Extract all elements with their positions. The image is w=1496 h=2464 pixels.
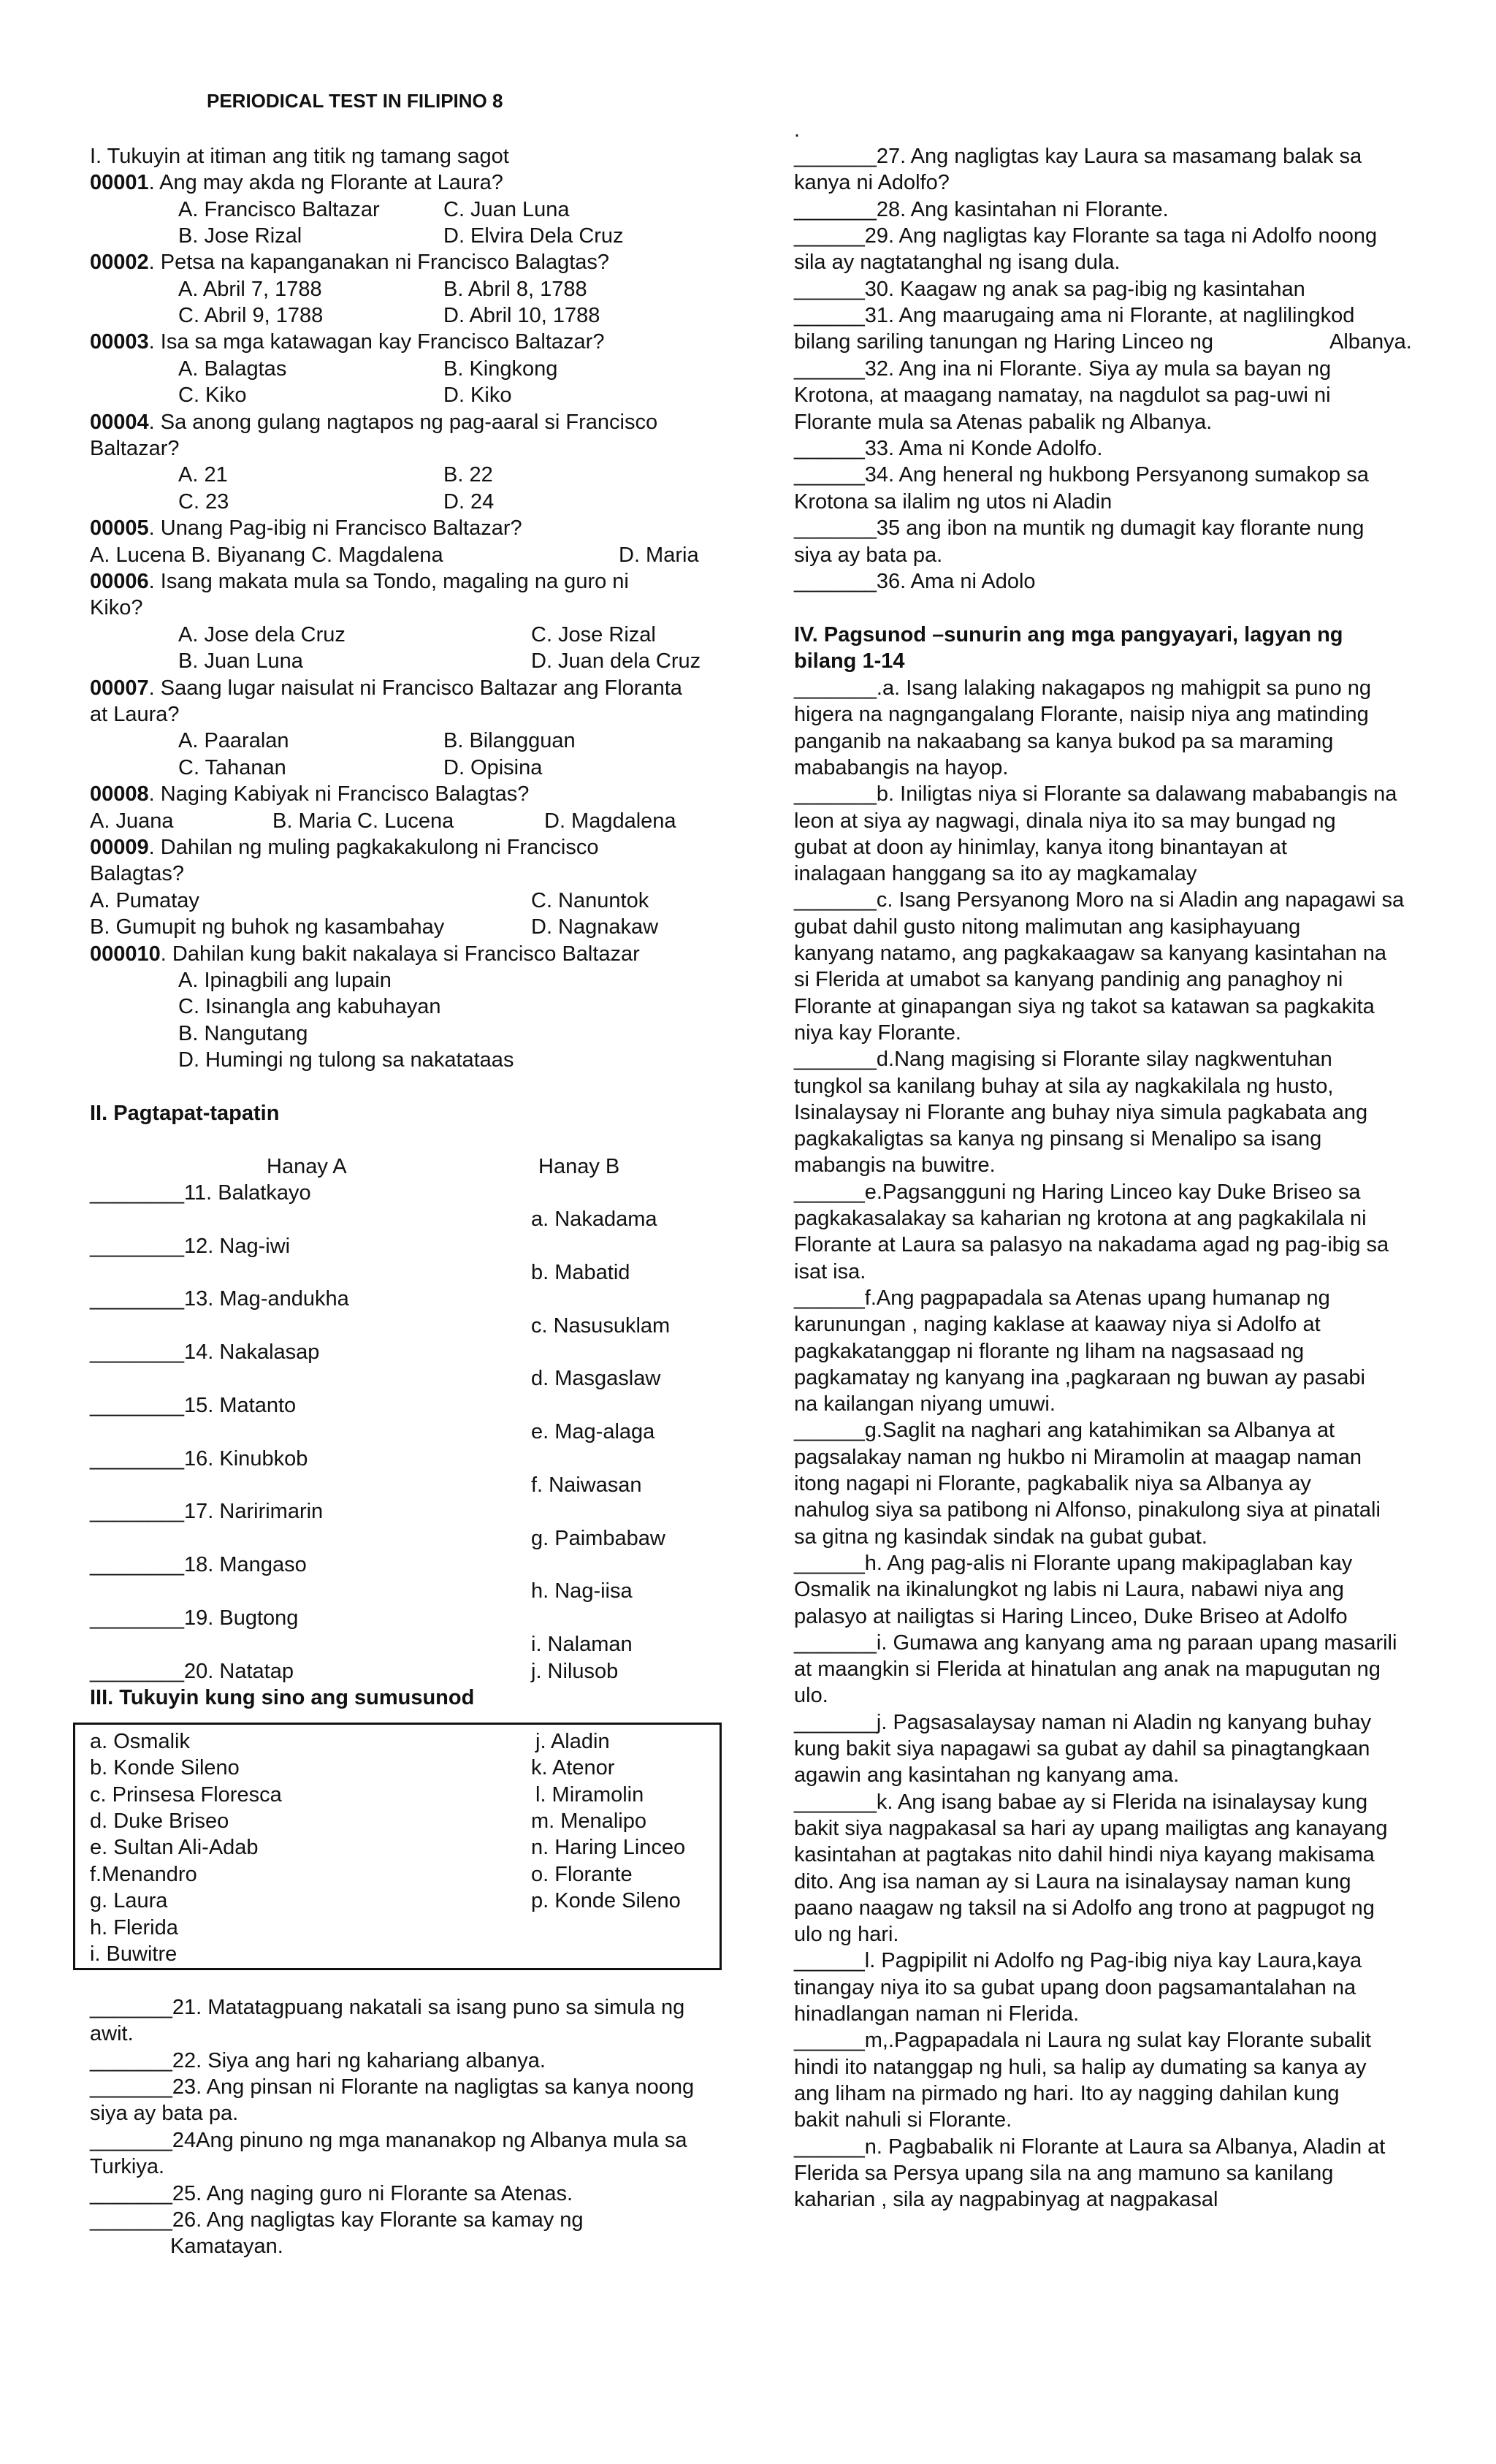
question-text: . Unang Pag-ibig ni Francisco Baltazar? [148, 516, 522, 540]
match-option: b. Mabatid [531, 1261, 630, 1284]
box-choice: k. Atenor [531, 1756, 615, 1780]
question-text: . Isang makata mula sa Tondo, magaling na guro ni [148, 570, 629, 593]
match-item[interactable]: ________14. Nakalasap [90, 1340, 320, 1364]
choice-a[interactable]: A. Juana [90, 809, 174, 833]
doc-title: PERIODICAL TEST IN FILIPINO 8 [207, 90, 503, 112]
sequence-item-cont: agawin ang kasintahan ng kanyang ama. [794, 1763, 1180, 1787]
question-1 [90, 169, 503, 196]
question-text-cont: at Laura? [90, 703, 180, 726]
match-option: j. Nilusob [531, 1660, 619, 1683]
choice-a[interactable]: A. Abril 7, 1788 [178, 278, 322, 301]
choice-d[interactable]: D. 24 [443, 490, 495, 514]
sequence-item-cont: panganib na nakaabang sa kanya bukod pa sa maraming [794, 730, 1334, 753]
question-text: . Isa sa mga katawagan kay Francisco Baltazar? [148, 330, 605, 354]
question-text: . Dahilan kung bakit nakalaya si Francisco Baltazar [160, 942, 640, 966]
choice-d[interactable]: D. Nagnakaw [531, 915, 659, 939]
part1-heading: I. Tukuyin at itiman ang titik ng tamang sagot [90, 145, 509, 168]
box-choice: e. Sultan Ali-Adab [90, 1836, 259, 1859]
choice-c[interactable]: C. Nanuntok [531, 889, 649, 912]
sequence-item[interactable]: _______k. Ang isang babae ay si Flerida na isinalaysay kung [794, 1790, 1368, 1814]
sequence-item-cont: pagkakasalakay sa kaharian ng krotona at ang pagkakilala ni [794, 1207, 1367, 1230]
question-number: 00007 [90, 676, 149, 700]
box-choice: l. Miramolin [535, 1783, 644, 1807]
match-option: c. Nasusuklam [531, 1314, 671, 1338]
sequence-item-cont: inalagaan hanggang sa ito ay magkamalay [794, 862, 1197, 885]
choice-c[interactable]: C. Tahanan [178, 756, 286, 779]
choice-d[interactable]: D. Maria [619, 543, 699, 567]
identify-item-cont: Florante mula sa Atenas pabalik ng Albanya. [794, 411, 1213, 434]
choice-a[interactable]: A. 21 [178, 463, 228, 487]
identify-item-cont: bilang sariling tanungan ng Haring Linceo ng [794, 330, 1213, 354]
sequence-item-cont: ulo. [794, 1684, 828, 1707]
sequence-item-cont: hindi ito natanggap ng huli, sa halip ay dumating sa kanya ay [794, 2056, 1367, 2079]
question-number: 00001 [90, 171, 149, 194]
choice-b[interactable]: B. 22 [443, 463, 493, 487]
choice-c[interactable]: C. Jose Rizal [531, 623, 656, 646]
box-choice: m. Menalipo [531, 1809, 646, 1833]
sequence-item-cont: pagkakaligtas sa kanya ng pinsang si Menalipo sa isang [794, 1127, 1322, 1151]
question-number: 00003 [90, 330, 149, 354]
sequence-item-cont: gubat dahil gusto nitong malimutan ang kasiphayuang [794, 915, 1301, 939]
sequence-item-cont: itong nagapi ni Florante, pagkabalik niya sa Albanya ay [794, 1472, 1311, 1495]
question-2 [90, 249, 609, 275]
box-choice: b. Konde Sileno [90, 1756, 240, 1780]
sequence-item-cont: bakit nahuli si Florante. [794, 2108, 1012, 2132]
sequence-item-cont: tinangay niya ito sa gubat upang doon pagsamantalahan na [794, 1976, 1356, 1999]
column-a-header: Hanay A [267, 1155, 347, 1178]
sequence-item-cont: pagkamatay ng kanyang ina ,pagkaraan ng buwan ay pasabi [794, 1366, 1365, 1389]
match-option: h. Nag-iisa [531, 1579, 633, 1603]
part4-heading: IV. Pagsunod –sunurin ang mga pangyayari, lagyan ng [794, 623, 1343, 646]
identify-item[interactable]: _______22. Siya ang hari ng kahariang albanya. [90, 2049, 546, 2072]
sequence-item-cont: paano naagaw ng taksil na si Adolfo ang trono at pagpugot ng [794, 1896, 1375, 1920]
match-item[interactable]: ________17. Naririmarin [90, 1500, 324, 1523]
sequence-item-cont: dito. Ang isa naman ay si Laura na isinalaysay naman kung [794, 1870, 1351, 1893]
identify-item[interactable]: _______27. Ang nagligtas kay Laura sa masamang balak sa [794, 145, 1362, 168]
part2-heading: II. Pagtapat-tapatin [90, 1102, 280, 1125]
sequence-item[interactable]: ______h. Ang pag-alis ni Florante upang makipaglaban kay [794, 1552, 1353, 1575]
match-item[interactable]: ________15. Matanto [90, 1394, 297, 1417]
choice-d[interactable]: D. Elvira Dela Cruz [443, 224, 624, 248]
question-text: . Sa anong gulang nagtapos ng pag-aaral si Francisco [148, 411, 658, 434]
sequence-item[interactable]: _______b. Iniligtas niya si Florante sa dalawang mababangis na [794, 782, 1397, 806]
choice-c[interactable]: C. Juan Luna [443, 198, 570, 221]
sequence-item[interactable]: _______i. Gumawa ang kanyang ama ng paraan upang masarili [794, 1631, 1397, 1655]
identify-item[interactable]: ______34. Ang heneral ng hukbong Persyanong sumakop sa [794, 463, 1369, 487]
box-choice: d. Duke Briseo [90, 1809, 229, 1833]
question-text-cont: Balagtas? [90, 862, 184, 885]
box-choice: c. Prinsesa Floresca [90, 1783, 282, 1807]
choice-b[interactable]: B. Jose Rizal [178, 224, 302, 248]
question-text-cont: Baltazar? [90, 437, 180, 460]
question-number: 00004 [90, 411, 149, 434]
sequence-item-cont: niya kay Florante. [794, 1021, 961, 1045]
sequence-item-cont: ulo ng hari. [794, 1923, 899, 1946]
match-item[interactable]: ________20. Natatap [90, 1660, 294, 1683]
sequence-item-cont: mababangis na hayop. [794, 756, 1009, 779]
choice-d[interactable]: D. Juan dela Cruz [531, 649, 701, 673]
question-number: 00009 [90, 836, 149, 859]
question-9 [90, 834, 598, 861]
box-choice: p. Konde Sileno [531, 1889, 681, 1912]
choice-b[interactable]: B. Gumupit ng buhok ng kasambahay [90, 915, 445, 939]
sequence-item-cont: sa gitna ng kasindak sindak na gubat gubat. [794, 1525, 1207, 1549]
box-choice: a. Osmalik [90, 1730, 190, 1753]
sequence-item-cont: Flerida sa Persya upang sila na ang mamuno sa kanilang [794, 2162, 1334, 2185]
identify-item[interactable]: ______32. Ang ina ni Florante. Siya ay mula sa bayan ng [794, 357, 1332, 381]
match-item[interactable]: ________18. Mangaso [90, 1553, 307, 1576]
match-item[interactable]: ________16. Kinubkob [90, 1447, 308, 1471]
choice-c[interactable]: C. 23 [178, 490, 229, 514]
choice-b[interactable]: B. Bilangguan [443, 729, 576, 752]
match-option: i. Nalaman [531, 1633, 633, 1656]
sequence-item-cont: Florante at Laura sa palasyo na nakadama agad ng pag-ibig sa [794, 1233, 1389, 1256]
identify-item[interactable]: _______25. Ang naging guro ni Florante sa Atenas. [90, 2182, 573, 2205]
match-option: g. Paimbabaw [531, 1527, 665, 1550]
sequence-item-cont: leon at siya ay nagwagi, dinala niya ito sa may bungad ng [794, 809, 1336, 833]
choice-a[interactable]: A. Paaralan [178, 729, 289, 752]
box-choice: g. Laura [90, 1889, 168, 1912]
choice-b[interactable]: B. Kingkong [443, 357, 558, 381]
match-item[interactable]: ________12. Nag-iwi [90, 1235, 291, 1258]
identify-item[interactable]: ______30. Kaagaw ng anak sa pag-ibig ng kasintahan [794, 278, 1305, 301]
sequence-item-cont: kaharian , sila ay nagpabinyag at nagpakasal [794, 2188, 1218, 2211]
match-option: e. Mag-alaga [531, 1420, 655, 1443]
sequence-item[interactable]: ______n. Pagbabalik ni Florante at Laura sa Albanya, Aladin at [794, 2135, 1386, 2159]
identify-item-cont: Kamatayan. [170, 2235, 283, 2258]
choice-d[interactable]: D. Opisina [443, 756, 543, 779]
stray-dot: . [794, 118, 801, 142]
sequence-item-cont: Isinalaysay ni Florante ang buhay niya simula pagkabata ang [794, 1101, 1368, 1124]
sequence-item-cont: tungkol sa kanilang buhay at sila ay nagkakilala ng husto, [794, 1075, 1334, 1098]
sequence-item[interactable]: _______.a. Isang lalaking nakagapos ng mahigpit sa puno ng [794, 676, 1372, 700]
question-7 [90, 675, 682, 701]
sequence-item-cont: gubat at doon ay hinimlay, kanya itong binantayan at [794, 836, 1287, 859]
choice-d[interactable]: D. Humingi ng tulong sa nakatataas [178, 1048, 514, 1072]
sequence-item-cont: nahulog siya sa patibong ni Alfonso, pinakulong siya at pinatali [794, 1498, 1381, 1522]
question-10 [90, 941, 640, 967]
choice-a[interactable]: A. Ipinagbili ang lupain [178, 969, 392, 992]
box-choice: f.Menandro [90, 1863, 197, 1886]
match-option: a. Nakadama [531, 1208, 657, 1231]
match-item[interactable]: ________11. Balatkayo [90, 1181, 311, 1205]
identify-item-cont: Albanya. [1329, 330, 1412, 354]
choice-a[interactable]: A. Jose dela Cruz [178, 623, 346, 646]
sequence-item[interactable]: ______e.Pagsangguni ng Haring Linceo kay Duke Briseo sa [794, 1180, 1361, 1204]
sequence-item-cont: mabangis na buwitre. [794, 1153, 996, 1177]
box-choice: o. Florante [531, 1863, 633, 1886]
sequence-item[interactable]: ______f.Ang pagpapadala sa Atenas upang humanap ng [794, 1286, 1330, 1310]
sequence-item[interactable]: _______c. Isang Persyanong Moro na si Aladin ang napagawi sa [794, 888, 1405, 912]
sequence-item-cont: higera na nagngangalang Florante, naisip niya ang matinding [794, 703, 1369, 726]
question-text-cont: Kiko? [90, 596, 143, 619]
question-3 [90, 329, 604, 355]
sequence-item[interactable]: ______m,.Pagpapadala ni Laura ng sulat kay Florante subalit [794, 2029, 1371, 2052]
identify-item-cont: siya ay bata pa. [794, 543, 943, 567]
question-number: 00002 [90, 251, 149, 274]
identify-item[interactable]: ______31. Ang maarugaing ama ni Florante, at naglilingkod [794, 304, 1355, 327]
identify-item[interactable]: _______23. Ang pinsan ni Florante na nagligtas sa kanya noong [90, 2075, 695, 2099]
column-b-header: Hanay B [538, 1155, 620, 1178]
identify-item[interactable]: _______28. Ang kasintahan ni Florante. [794, 198, 1169, 221]
sequence-item-cont: si Flerida at umabot sa kanyang pandinig ang panaghoy ni [794, 968, 1343, 991]
sequence-item-cont: na kailangan niyang umuwi. [794, 1392, 1056, 1416]
choice-c[interactable]: C. Isinangla ang kabuhayan [178, 995, 441, 1018]
choice-a[interactable]: A. Balagtas [178, 357, 287, 381]
question-6 [90, 568, 629, 595]
part3-heading: III. Tukuyin kung sino ang sumusunod [90, 1686, 475, 1709]
choice-d[interactable]: D. Kiko [443, 384, 512, 407]
sequence-item-cont: ang liham na pirmado ng hari. Ito ay nagging dahilan kung [794, 2082, 1340, 2105]
question-8 [90, 781, 529, 807]
sequence-item-cont: pagkakatanggap ni florante ng liham na nagsasaad ng [794, 1340, 1305, 1363]
sequence-item-cont: hinadlangan naman ni Flerida. [794, 2002, 1080, 2026]
sequence-item[interactable]: _______d.Nang magising si Florante silay nagkwentuhan [794, 1048, 1332, 1071]
choices-bc[interactable]: B. Maria C. Lucena [272, 809, 454, 833]
part4-heading-cont: bilang 1-14 [794, 649, 905, 673]
question-text: . Petsa na kapanganakan ni Francisco Balagtas? [148, 251, 610, 274]
question-number: 00005 [90, 516, 149, 540]
box-choice: n. Haring Linceo [531, 1836, 686, 1859]
sequence-item-cont: at maangkin si Flerida at hinatulan ang anak na mapugutan ng [794, 1658, 1381, 1681]
question-number: 00006 [90, 570, 149, 593]
question-number: 00008 [90, 782, 149, 806]
identify-item-cont: Krotona, at maagang namatay, na nagdulot sa pag-uwi ni [794, 384, 1331, 407]
sequence-item[interactable]: ______g.Saglit na naghari ang katahimikan sa Albanya at [794, 1419, 1335, 1442]
sequence-item[interactable]: _______j. Pagsasalaysay naman ni Aladin ng kanyang buhay [794, 1711, 1372, 1734]
box-choice: j. Aladin [535, 1730, 610, 1753]
choice-c[interactable]: C. Abril 9, 1788 [178, 304, 324, 327]
identify-item[interactable]: _______24Ang pinuno ng mga mananakop ng Albanya mula sa [90, 2129, 687, 2152]
sequence-item-cont: kanyang natamo, ang pagkakaagaw sa kanyang kasintahan na [794, 942, 1386, 965]
choice-d[interactable]: D. Magdalena [544, 809, 676, 833]
question-5 [90, 515, 522, 541]
identify-item[interactable]: _______36. Ama ni Adolo [794, 570, 1036, 593]
sequence-item-cont: isat isa. [794, 1260, 866, 1284]
sequence-item-cont: Osmalik na ikinalungkot ng labis ni Laura, nabawi niya ang [794, 1578, 1344, 1601]
identify-item-cont: siya ay bata pa. [90, 2102, 239, 2125]
choice-a[interactable]: A. Pumatay [90, 889, 199, 912]
question-4 [90, 409, 657, 435]
identify-item-cont: Turkiya. [90, 2155, 165, 2178]
question-number: 000010 [90, 942, 161, 966]
match-item[interactable]: ________19. Bugtong [90, 1606, 299, 1630]
sequence-item[interactable]: ______l. Pagpipilit ni Adolfo ng Pag-ibig niya kay Laura,kaya [794, 1949, 1362, 1972]
identify-item[interactable]: _______21. Matatagpuang nakatali sa isang puno sa simula ng [90, 1996, 685, 2019]
choice-b[interactable]: B. Juan Luna [178, 649, 303, 673]
match-option: f. Naiwasan [531, 1473, 642, 1497]
choice-c[interactable]: C. Kiko [178, 384, 247, 407]
sequence-item-cont: karunungan , naging kaklase at kaaway niya si Adolfo at [794, 1313, 1321, 1336]
sequence-item-cont: Florante at ginapangan siya ng takot sa katawan sa pagkakita [794, 995, 1375, 1018]
identify-item[interactable]: _______26. Ang nagligtas kay Florante sa kamay ng [90, 2208, 584, 2232]
sequence-item-cont: kasintahan at pagtakas nito dahil hindi niya kayang makisama [794, 1843, 1375, 1866]
choice-b[interactable]: B. Abril 8, 1788 [443, 278, 587, 301]
choice-a[interactable]: A. Francisco Baltazar [178, 198, 380, 221]
identify-item-cont: awit. [90, 2022, 134, 2045]
match-item[interactable]: ________13. Mag-andukha [90, 1287, 349, 1311]
question-text: . Dahilan ng muling pagkakakulong ni Francisco [148, 836, 599, 859]
question-text: . Naging Kabiyak ni Francisco Balagtas? [148, 782, 530, 806]
sequence-item-cont: kung bakit siya napagawi sa gubat ay dahil sa pinagtangkaan [794, 1737, 1370, 1761]
choice-d[interactable]: D. Abril 10, 1788 [443, 304, 600, 327]
sequence-item-cont: palasyo at nailigtas si Haring Linceo, Duke Briseo at Adolfo [794, 1605, 1348, 1628]
match-option: d. Masgaslaw [531, 1367, 661, 1390]
identify-item-cont: Krotona sa ilalim ng utos ni Aladin [794, 490, 1113, 514]
box-choice: i. Buwitre [90, 1942, 178, 1966]
choices-abc[interactable]: A. Lucena B. Biyanang C. Magdalena [90, 543, 443, 567]
identify-item-cont: sila ay nagtatanghal ng isang dula. [794, 251, 1121, 274]
sequence-item-cont: pagsalakay naman ng hukbo ni Miramolin at maagap naman [794, 1446, 1362, 1469]
box-choice: h. Flerida [90, 1916, 178, 1939]
sequence-item-cont: bakit siya nagpakasal sa hari ay upang mailigtas ang kanayang [794, 1817, 1388, 1840]
identify-item[interactable]: _______35 ang ibon na muntik ng dumagit kay florante nung [794, 516, 1365, 540]
identify-item-cont: kanya ni Adolfo? [794, 171, 950, 194]
question-text: . Ang may akda ng Florante at Laura? [148, 171, 503, 194]
choice-b[interactable]: B. Nangutang [178, 1022, 308, 1045]
identify-item[interactable]: ______29. Ang nagligtas kay Florante sa taga ni Adolfo noong [794, 224, 1378, 248]
identify-item[interactable]: ______33. Ama ni Konde Adolfo. [794, 437, 1103, 460]
question-text: . Saang lugar naisulat ni Francisco Baltazar ang Floranta [148, 676, 682, 700]
